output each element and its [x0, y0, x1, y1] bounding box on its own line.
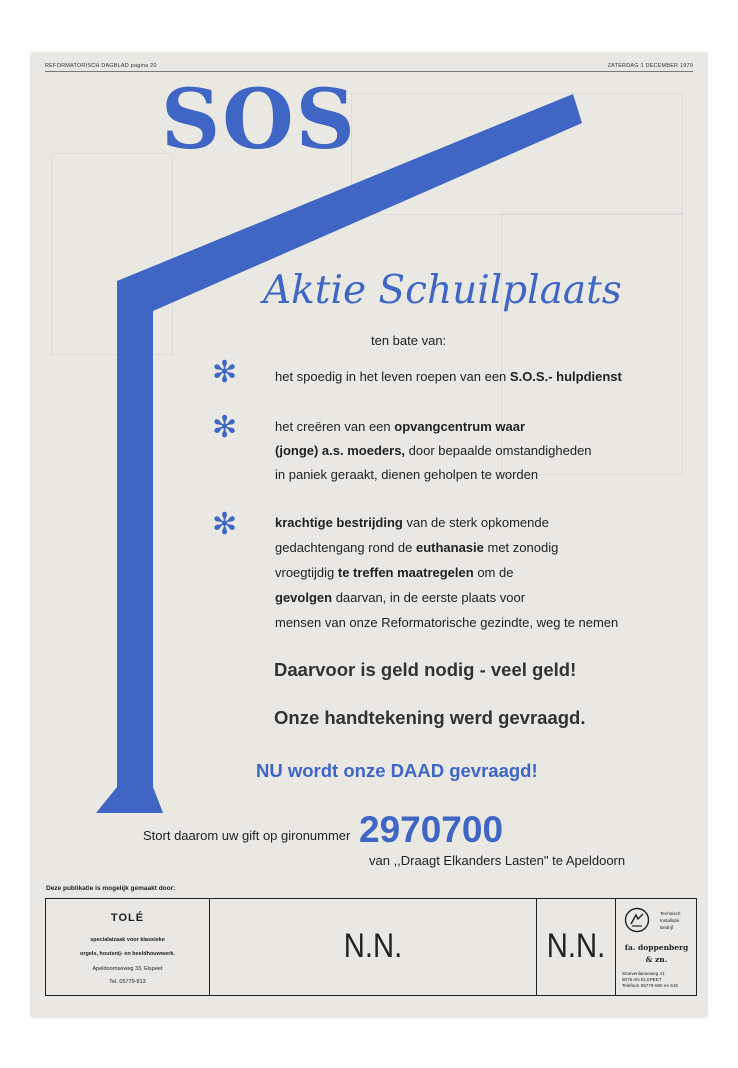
sos-heading: SOS — [161, 72, 357, 168]
doppenberg-tag-1: Technisch — [660, 911, 681, 916]
appeal-line-1: Daarvoor is geld nodig - veel geld! — [274, 659, 577, 680]
nn-label: N.N. — [343, 927, 403, 965]
sponsor-tole — [46, 899, 210, 995]
giro-suffix: van ,,Draagt Elkanders Lasten" te Apeldoorn — [369, 853, 626, 868]
doppenberg-address-1: Stoevenlanseweg 41 — [622, 971, 665, 976]
nn-label: N.N. — [546, 927, 606, 965]
bullet-2-line-2: (jonge) a.s. moeders, door bepaalde omstandigheden — [275, 443, 592, 458]
bullet-3-line-1: krachtige bestrijding van de sterk opkomende — [275, 515, 549, 530]
tole-line-1: specialaizaak voor klassieke — [90, 937, 165, 943]
subtitle: ten bate van: — [371, 333, 447, 348]
doppenberg-brand-2: & zn. — [645, 955, 668, 964]
tole-line-3: Apeldoornseweg 33, Elspeet — [92, 966, 163, 972]
sponsor-table — [45, 898, 697, 996]
bullet-3-line-2: gedachtengang rond de euthanasie met zonodig — [275, 540, 559, 555]
page-header-left: REFORMATORISCH DAGBLAD pagina 20 — [45, 63, 157, 69]
doppenberg-tag-2: Installatie — [660, 918, 680, 923]
asterisk-icon: ✻ — [212, 411, 238, 444]
asterisk-icon: ✻ — [212, 356, 238, 389]
bullet-3-line-4: gevolgen daarvan, in de eerste plaats voor — [275, 590, 526, 605]
sponsor-label: Deze publikatie is mogelijk gemaakt door: — [46, 885, 176, 892]
doppenberg-address-2: 8075 AN ELSPEET — [622, 977, 662, 982]
doppenberg-address-3: Telefoon 05779-550 en 615 — [622, 983, 678, 988]
doppenberg-tag-3: Bedrijf — [660, 925, 674, 930]
appeal-line-2: Onze handtekening werd gevraagd. — [274, 707, 586, 728]
aktie-title: Aktie Schuilplaats — [263, 268, 622, 313]
bullet-1-line-1: het spoedig in het leven roepen van een S.O.S.- hulpdienst — [275, 369, 622, 384]
sponsor-doppenberg — [616, 899, 695, 995]
page-header-right: ZATERDAG 1 DECEMBER 1979 — [607, 63, 693, 69]
bullet-3-line-3: vroegtijdig te treffen maatregelen om de — [275, 565, 514, 580]
sponsor-nn-1 — [210, 899, 537, 995]
doppenberg-brand-1: fa. doppenberg — [624, 943, 689, 952]
shelter-frame-graphic — [31, 53, 707, 1017]
giro-number: 2970700 — [359, 809, 504, 850]
bullet-3-line-5: mensen van onze Reformatorische gezindte, weg te nemen — [275, 615, 619, 630]
bullet-2-line-3: in paniek geraakt, dienen geholpen te worden — [275, 467, 539, 482]
bullet-2-line-1: het creëren van een opvangcentrum waar — [275, 419, 526, 434]
tole-name: TOLÉ — [110, 912, 145, 924]
tole-line-4: Tel. 05779-813 — [109, 979, 146, 985]
asterisk-icon: ✻ — [212, 508, 238, 541]
doppenberg-logo-icon — [624, 907, 650, 933]
sponsor-nn-2 — [537, 899, 616, 995]
giro-prefix: Stort daarom uw gift op gironummer — [143, 828, 351, 843]
tole-line-2: orgels, houtsnij- en beeldhouwwerk. — [79, 951, 176, 957]
appeal-line-3: NU wordt onze DAAD gevraagd! — [256, 760, 538, 781]
newspaper-page — [31, 53, 707, 1017]
